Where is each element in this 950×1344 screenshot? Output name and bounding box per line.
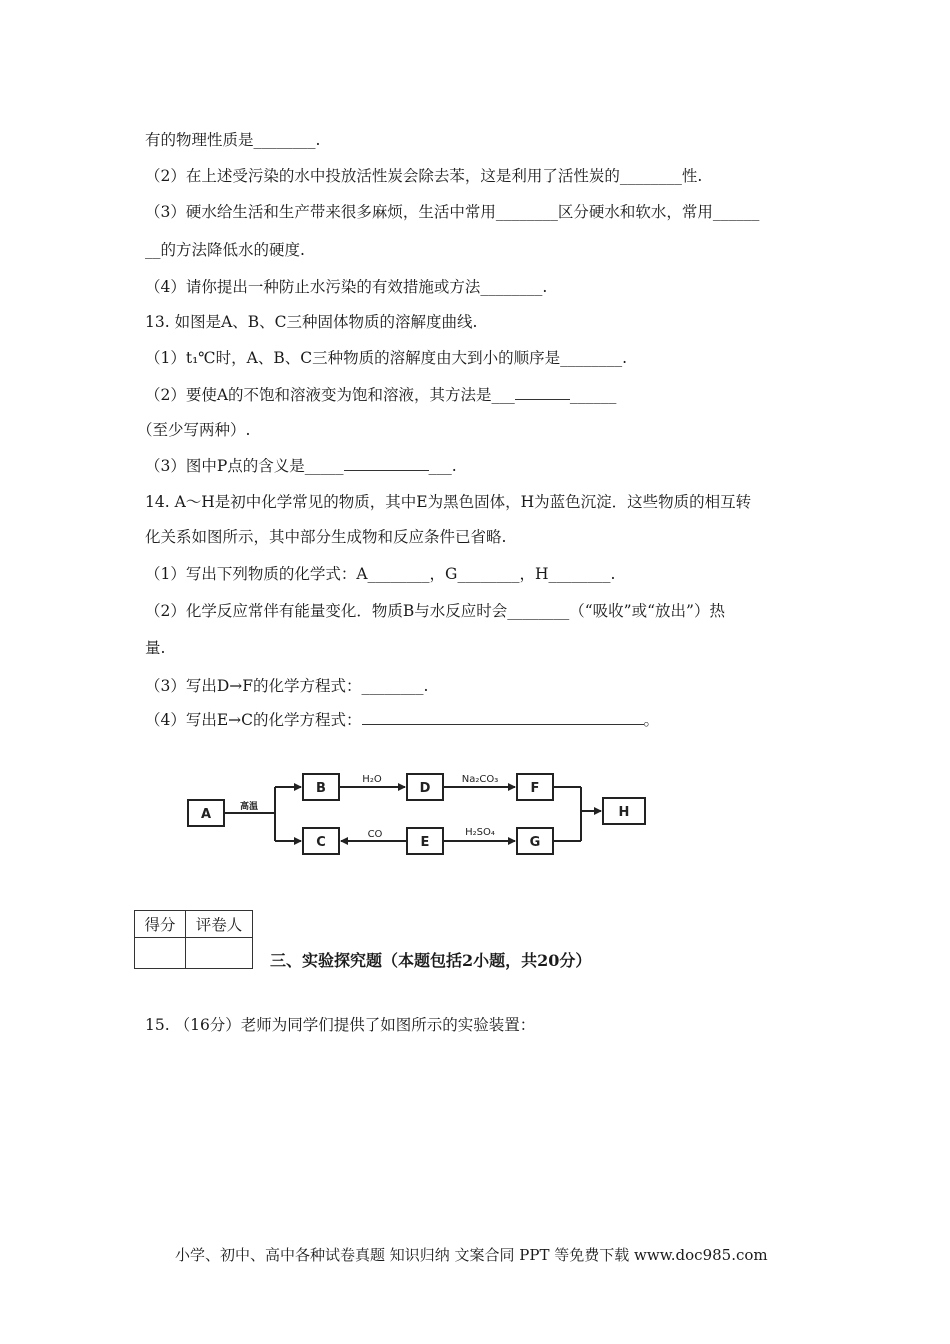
q14-part3: （3）写出D→F的化学方程式：________. (145, 677, 429, 695)
score-cell (135, 938, 186, 969)
label-c: C (316, 835, 326, 850)
q13-part3-text: （3）图中P点的含义是_____ (145, 457, 344, 475)
q13-part2 (145, 385, 616, 405)
grader-header: 评卷人 (186, 911, 253, 938)
section-three-title: 三、实验探究题（本题包括2小题，共20分） (270, 951, 592, 970)
label-d: D (419, 781, 431, 796)
q12-part2: （2）在上述受污染的水中投放活性炭会除去苯，这是利用了活性炭的________性. (145, 167, 703, 185)
label-g: G (529, 835, 541, 850)
q13-part2-text: （2）要使A的不饱和溶液变为饱和溶液，其方法是___ (145, 386, 515, 404)
q12-line0: 有的物理性质是________. (145, 131, 321, 149)
q14-part2b: 量. (145, 639, 166, 657)
q14-stem1: 14. A～H是初中化学常见的物质，其中E为黑色固体，H为蓝色沉淀．这些物质的相互转 (145, 493, 752, 511)
q14-part4-text: （4）写出E→C的化学方程式： (145, 711, 362, 729)
reagent-h2so4: H₂SO₄ (465, 827, 495, 838)
label-a: A (200, 807, 212, 822)
label-e: E (420, 835, 430, 850)
q14-stem2: 化关系如图所示，其中部分生成物和反应条件已省略. (145, 528, 507, 546)
reagent-na2co3: Na₂CO₃ (461, 774, 499, 785)
q13-part3-tail: ___. (428, 457, 457, 475)
score-header: 得分 (135, 911, 186, 938)
q14-part4-tail: 。 (643, 711, 660, 729)
answer-blank (362, 710, 644, 725)
page-footer: 小学、初中、高中各种试卷真题 知识归纳 文案合同 PPT 等免费下载 www.doc985.com (175, 1246, 768, 1264)
q13-stem: 13. 如图是A、B、C三种固体物质的溶解度曲线. (145, 313, 478, 331)
grader-cell (186, 938, 253, 969)
q15-stem: 15. （16分）老师为同学们提供了如图所示的实验装置： (145, 1016, 536, 1034)
q12-part4: （4）请你提出一种防止水污染的有效措施或方法________. (145, 278, 548, 296)
q13-part2b: （至少写两种）. (137, 421, 251, 439)
q14-part2a: （2）化学反应常伴有能量变化．物质B与水反应时会________（“吸收”或“放出”）热 (145, 602, 725, 620)
q14-part1: （1）写出下列物质的化学式：A________，G________，H________. (145, 565, 616, 583)
reagent-co: CO (367, 829, 383, 840)
answer-blank (344, 456, 429, 471)
q13-part3 (145, 456, 457, 476)
q13-part1: （1）t₁℃时，A、B、C三种物质的溶解度由大到小的顺序是________. (145, 349, 628, 367)
label-h: H (618, 805, 630, 820)
condition-label: 高温 (239, 802, 259, 812)
reaction-flowchart (185, 765, 655, 860)
q12-part3a: （3）硬水给生活和生产带来很多麻烦，生活中常用________区分硬水和软水，常用______ (145, 203, 760, 221)
answer-blank (515, 385, 570, 400)
reagent-h2o: H₂O (362, 774, 382, 785)
label-f: F (530, 781, 540, 796)
q12-part3b: __的方法降低水的硬度. (145, 241, 305, 259)
label-b: B (316, 781, 326, 796)
score-table (134, 910, 253, 969)
q14-part4 (145, 710, 659, 730)
q13-part2-tail: ______ (569, 386, 617, 404)
